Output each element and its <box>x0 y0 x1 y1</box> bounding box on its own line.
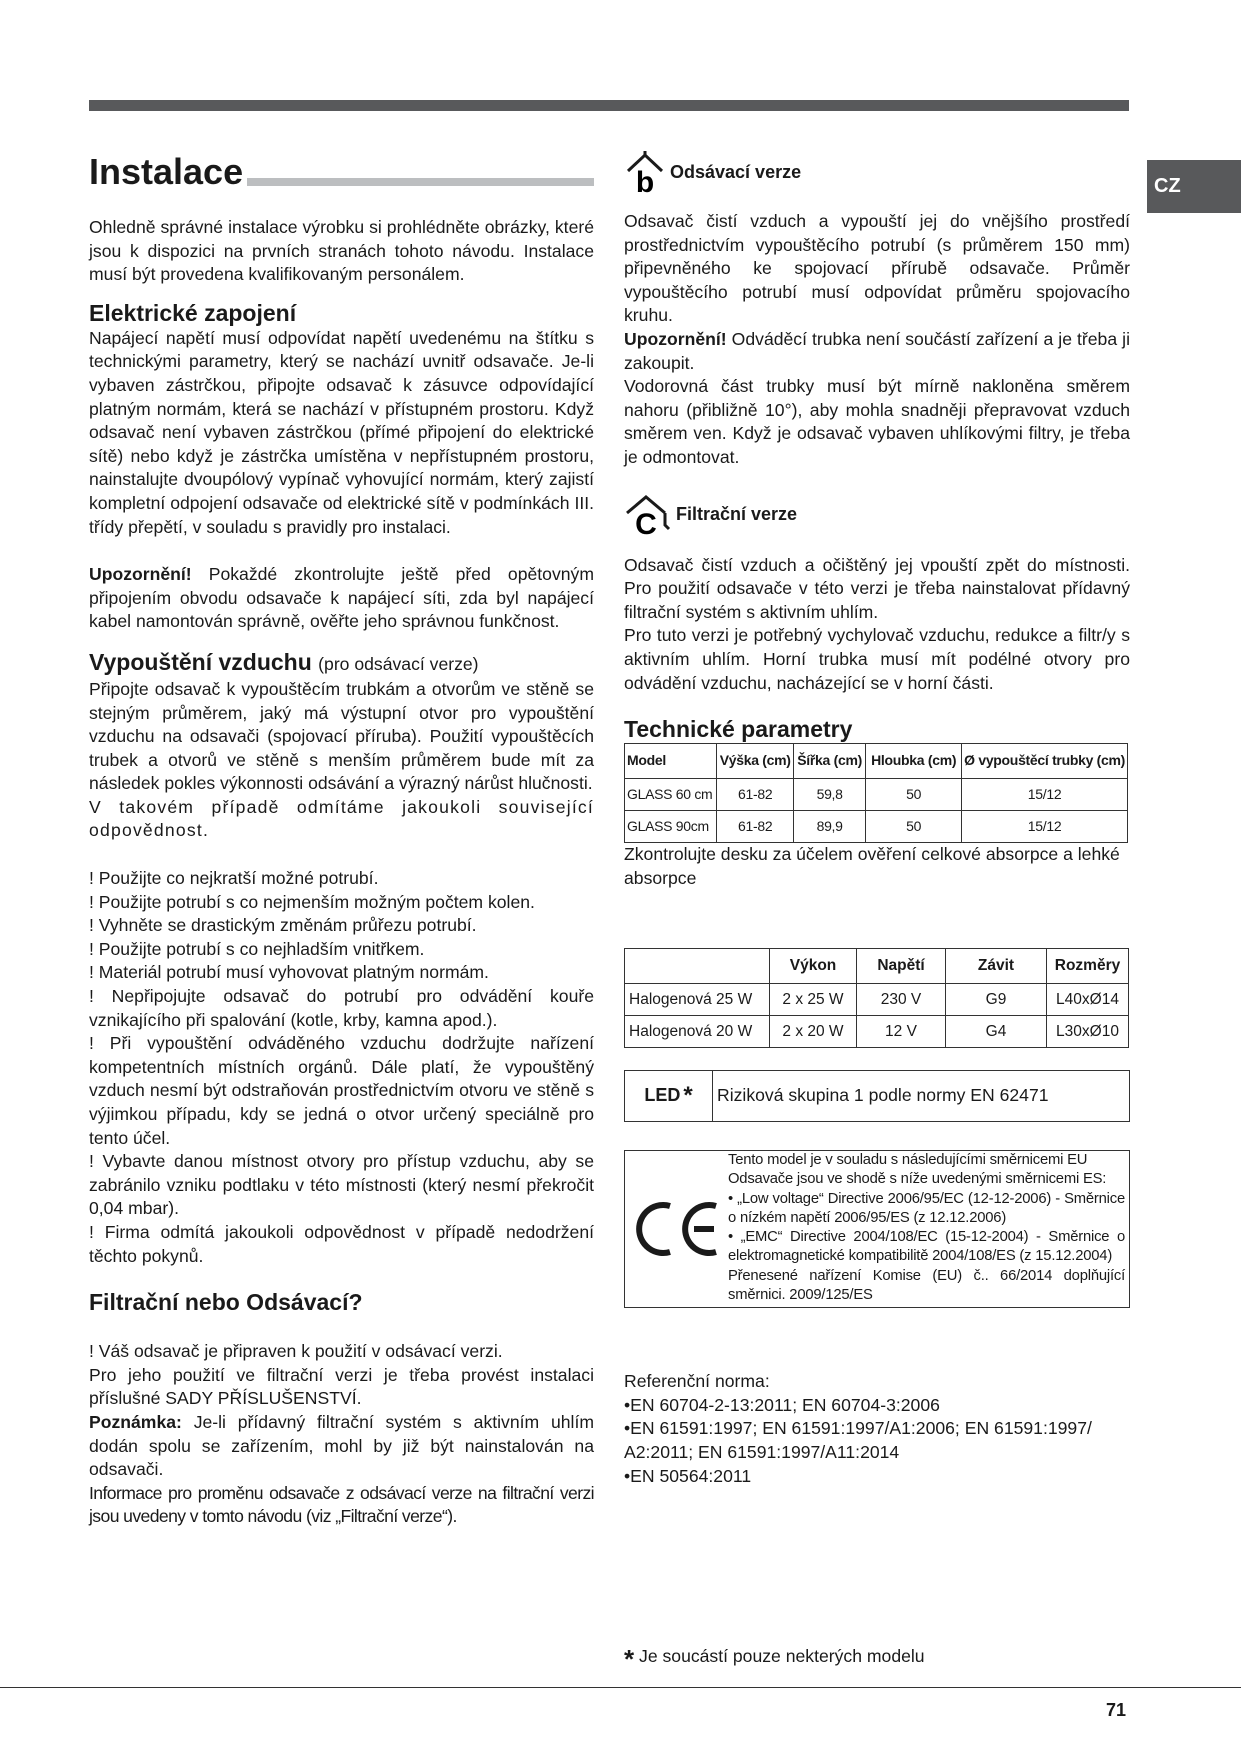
table-header-cell: Model <box>625 744 717 779</box>
table-cell: 61-82 <box>717 811 794 843</box>
electric-body: Napájecí napětí musí odpovídat napětí uvedenému na štítku s technickými parametry, který se nachází uvnitř odsavače. Je-li vybaven zástrčkou, připojte odsavač k zásuvce odpovídající platným normám, která se nachází v přístupném prostoru. Když odsavač není vybaven zástrčkou (přímé připojení do elektrické sítě) nebo když je zástrčka umístěna v nepřístupném prostoru, nainstalujte dvoupólový vypínač vyhovující normám, který zajistí kompletní odpojení odsavače od elektrické sítě v podmínkách III. třídy přepětí, v souladu s pravidly pro instalaci. <box>89 327 594 537</box>
list-item: ! Firma odmítá jakoukoli odpovědnost v případě nedodržení těchto pokynů. <box>89 1221 594 1266</box>
filter-or-p3: Informace pro proměnu odsavače z odsávací verze na filtrační verzi jsou uvedeny v tomto návodu (viz „Filtrační verze“). <box>89 1482 594 1527</box>
table-cell: L30xØ10 <box>1047 1016 1129 1048</box>
table-cell: 15/12 <box>962 779 1128 811</box>
list-item: ! Použijte potrubí s co nejhladším vnitřkem. <box>89 938 425 959</box>
table-cell: G9 <box>946 984 1047 1016</box>
table-header-cell: Šířka (cm) <box>794 744 866 779</box>
section-heading-filter-or-exhaust: Filtrační nebo Odsávací? <box>89 1289 363 1316</box>
exhaust-rules-list <box>89 867 594 1268</box>
table-cell: 12 V <box>857 1016 946 1048</box>
table-header-cell: Napětí <box>857 949 946 984</box>
tech-params-table <box>624 743 1128 843</box>
table-cell: GLASS 90cm <box>625 811 717 843</box>
reference-norms <box>624 1370 1130 1488</box>
svg-text:C: C <box>635 507 657 537</box>
table-cell: 89,9 <box>794 811 866 843</box>
electric-warning: Upozornění! Pokaždé zkontrolujte ještě před opětovným připojením obvodu odsavače k napájecí síti, zda byl napájecí kabel namontován správně, ověřte jeho správnou funkčnost. <box>89 564 594 632</box>
table-cell: L40xØ14 <box>1047 984 1129 1016</box>
table-cell: Halogenová 20 W <box>625 1016 770 1048</box>
lamps-table <box>624 948 1129 1048</box>
table-header-cell: Výška (cm) <box>717 744 794 779</box>
table-row <box>625 779 1128 811</box>
section-heading-tech: Technické parametry <box>624 716 853 743</box>
tech-note: Zkontrolujte desku za účelem ověření celkové absorpce a lehké absorpce <box>624 844 1120 888</box>
left-column <box>89 150 594 1529</box>
section-heading-electric: Elektrické zapojení <box>89 299 297 326</box>
table-cell: 230 V <box>857 984 946 1016</box>
table-cell: 2 x 25 W <box>770 984 857 1016</box>
footer-rule <box>0 1687 1241 1688</box>
table-header-row <box>625 744 1128 779</box>
table-row <box>625 811 1128 843</box>
table-header-cell: Závit <box>946 949 1047 984</box>
filter-or-p1: ! Váš odsavač je připraven k použití v odsávací verzi. <box>89 1341 503 1362</box>
table-cell: 59,8 <box>794 779 866 811</box>
page-title: Instalace <box>89 150 594 194</box>
table-cell: 61-82 <box>717 779 794 811</box>
list-item: ! Při vypouštění odváděného vzduchu dodržujte nařízení kompetentních místních orgánů. Dále platí, že vypouštěný vzduch nesmí být odstraňován prostřednictvím otvoru ve stěně s výjimkou případu, kdy se jedná o otvor určený speciálně pro tento účel. <box>89 1033 594 1148</box>
exhaust-version-header <box>624 150 1130 196</box>
list-item: •EN 60704-2-13:2011; EN 60704-3:2006 <box>624 1394 940 1415</box>
reference-title: Referenční norma: <box>624 1371 770 1392</box>
filter-or-note: Poznámka: Je-li přídavný filtrační systém s aktivním uhlím dodán spolu se zařízením, mohl by již být nainstalován na odsavači. <box>89 1411 594 1480</box>
page-number: 71 <box>1106 1700 1127 1720</box>
led-text: Riziková skupina 1 podle normy EN 62471 <box>717 1085 1049 1106</box>
table-cell: 50 <box>866 779 962 811</box>
list-item: ! Vyhněte se drastickým změnám průřezu potrubí. <box>89 915 477 936</box>
table-header-cell: Výkon <box>770 949 857 984</box>
led-label: LED * <box>625 1071 713 1121</box>
ce-text: Tento model je v souladu s následujícími směrnicemi EU Odsavače jsou ve shodě s níže uvedenými směrnicemi ES: • „Low voltage“ Directive 2006/95/EC (12-12-2006) - Směrnice o nízkém napětí 2006/95/ES (z 12.12.2006) • „EMC“ Directive 2004/108/EC (15-12-2004) - Směrnice o elektromagnetické kompatibilitě 2004/108/ES (z 15.12.2004) Přenesené nařízení Komise (EU) č.. 66/2014 doplňující směrnici. 2009/125/ES <box>728 1152 1125 1303</box>
right-column <box>624 150 1130 1488</box>
ce-box <box>624 1150 1130 1308</box>
ce-logo <box>625 1151 728 1307</box>
table-cell: Halogenová 25 W <box>625 984 770 1016</box>
table-row <box>625 1016 1129 1048</box>
filter-version-label: Filtrační verze <box>676 503 798 524</box>
list-item: ! Vybavte danou místnost otvory pro přístup vzduchu, aby se zabránilo vzniku podtlaku v této místnosti (který nesmí překročit 0,04 mbar). <box>89 1151 594 1219</box>
exhaust-version-warning: Upozornění! Odváděcí trubka není součástí zařízení a je třeba ji zakoupit. <box>624 328 1130 373</box>
table-header-cell: Ø vypouštěcí trubky (cm) <box>962 744 1128 779</box>
filter-version-icon <box>624 493 672 537</box>
list-item: ! Materiál potrubí musí vyhovovat platným normám. <box>89 962 489 983</box>
table-header-cell: Rozměry <box>1047 949 1129 984</box>
exhaust-version-icon <box>624 151 666 195</box>
exhaust-body: Připojte odsavač k vypouštěcím trubkám a otvorům ve stěně se stejným průměrem, jaký má výstupní otvor pro vypouštění vzduchu na odsavači (spojovací příruba). Použití vypouštěcích trubek a otvorů ve stěně s menším průměrem bude mít za následek pokles výkonnosti odsávání a výrazný nárůst hlučnosti. <box>89 678 594 794</box>
top-rule <box>89 100 1129 111</box>
footnote: * Je soucástí pouze nekterých modelu <box>624 1644 925 1674</box>
table-header-cell <box>625 949 770 984</box>
ce-mark-icon <box>632 1194 722 1264</box>
language-tab: CZ <box>1147 160 1241 213</box>
table-header-cell: Hloubka (cm) <box>866 744 962 779</box>
list-item: •EN 50564:2011 <box>624 1465 752 1486</box>
exhaust-version-body-2: Vodorovná část trubky musí být mírně nakloněna směrem nahoru (přibližně 10°), aby mohla snadněji přepravovat vzduch směrem ven. Když je odsavač vybaven uhlíkovými filtry, je třeba je odmontovat. <box>624 376 1130 467</box>
filter-version-body-2: Pro tuto verzi je potřebný vychylovač vzduchu, redukce a filtr/y s aktivním uhlím. Horní trubka musí mít podélné otvory pro odvádění vzduchu, nacházející se v horní části. <box>624 625 1130 693</box>
section-heading-exhaust: Vypouštění vzduchu (pro odsávací verze) <box>89 648 479 675</box>
exhaust-body-2: V takovém případě odmítáme jakoukoli související odpovědnost. <box>89 796 594 841</box>
svg-text:b: b <box>635 166 655 195</box>
list-item: ! Použijte co nejkratší možné potrubí. <box>89 868 379 889</box>
exhaust-version-label: Odsávací verze <box>670 162 802 183</box>
table-cell: G4 <box>946 1016 1047 1048</box>
filter-version-header <box>624 492 1130 538</box>
table-cell: 15/12 <box>962 811 1128 843</box>
intro-paragraph: Ohledně správné instalace výrobku si prohlédněte obrázky, které jsou k dispozici na prvních stranách tohoto návodu. Instalace musí být provedena kvalifikovaným personálem. <box>89 217 594 285</box>
led-box <box>624 1070 1130 1122</box>
list-item: ! Použijte potrubí s co nejmenším možným počtem kolen. <box>89 891 535 912</box>
table-row <box>625 984 1129 1016</box>
exhaust-version-body: Odsavač čistí vzduch a vypouští jej do vnějšího prostředí prostřednictvím vypouštěcího potrubí (s průměrem 150 mm) připevněného ke spojovací přírubě odsavače. Průměr vypouštěcího potrubí musí odpovídat průměru spojovacího kruhu. <box>624 211 1130 326</box>
list-item: •EN 61591:1997; EN 61591:1997/A1:2006; EN 61591:1997/ A2:2011; EN 61591:1997/A11:2014 <box>624 1418 1092 1463</box>
list-item: ! Nepřipojujte odsavač do potrubí pro odvádění kouře vznikajícího při spalování (kotle, krby, kamna apod.). <box>89 986 594 1030</box>
table-cell: 2 x 20 W <box>770 1016 857 1048</box>
filter-version-body: Odsavač čistí vzduch a očištěný jej vpouští zpět do místnosti. Pro použití odsavače v této verzi je třeba nainstalovat přídavný filtrační systém s aktivním uhlím. <box>624 554 1130 622</box>
filter-or-p2: Pro jeho použití ve filtrační verzi je třeba provést instalaci příslušné SADY PŘÍSLUŠENSTVÍ. <box>89 1364 594 1409</box>
table-cell: 50 <box>866 811 962 843</box>
table-cell: GLASS 60 cm <box>625 779 717 811</box>
table-header-row <box>625 949 1129 984</box>
